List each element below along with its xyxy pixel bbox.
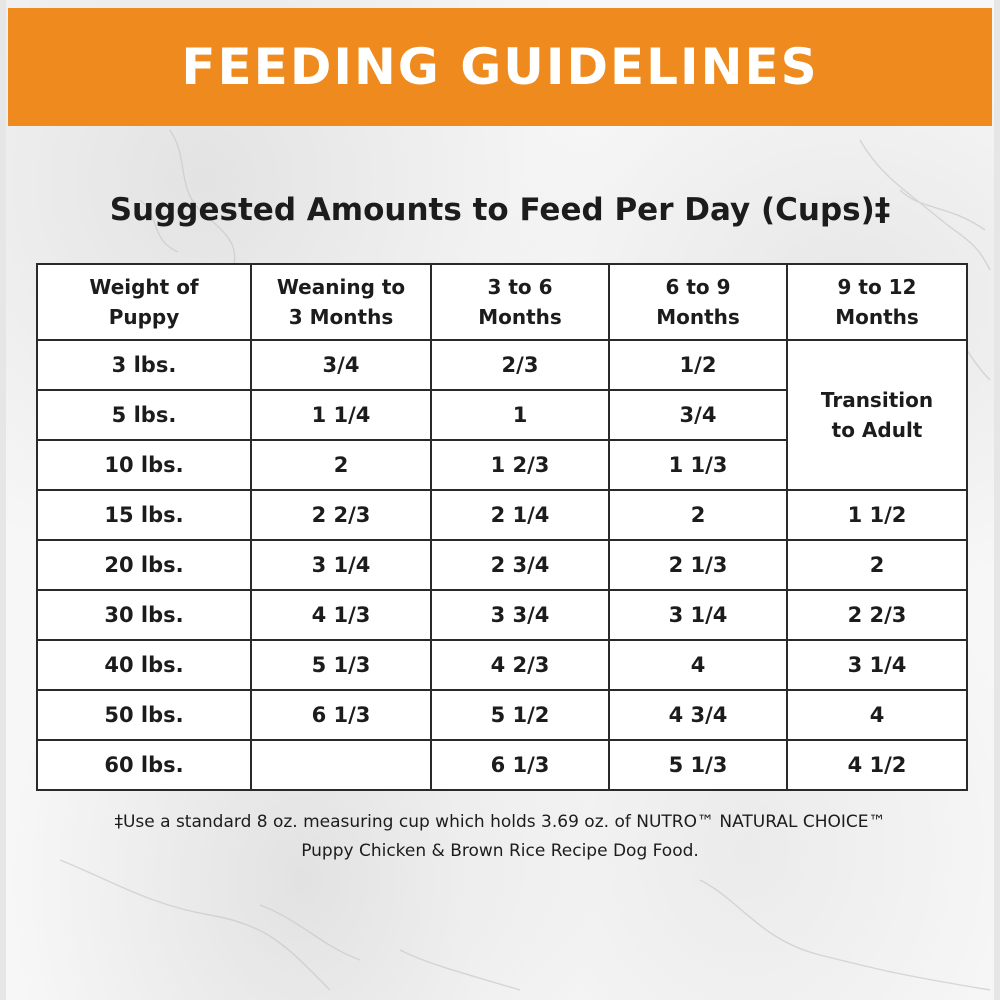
table-row (37, 740, 967, 790)
header-line: 6 to 9 (665, 275, 731, 299)
amount-cell: 2/3 (431, 340, 609, 390)
amount-cell: 2 1/4 (431, 490, 609, 540)
footnote-line: ‡Use a standard 8 oz. measuring cup which holds 3.69 oz. of NUTRO™ NATURAL CHOICE™ (114, 812, 886, 832)
header-banner (8, 8, 992, 126)
amount-cell: 1 1/3 (609, 440, 787, 490)
weight-cell: 50 lbs. (37, 690, 251, 740)
header-line: Months (478, 305, 562, 329)
amount-cell: 1/2 (609, 340, 787, 390)
amount-cell: 3 1/4 (787, 640, 967, 690)
table-subtitle: Suggested Amounts to Feed Per Day (Cups)‡ (109, 192, 891, 228)
column-header-3-to-6-months (431, 264, 609, 340)
amount-cell: 4 1/3 (251, 590, 431, 640)
column-header-weaning-to-3-months (251, 264, 431, 340)
amount-cell: 4 (609, 640, 787, 690)
footnote (0, 808, 1000, 866)
weight-cell: 15 lbs. (37, 490, 251, 540)
header-line: Puppy (108, 305, 180, 329)
column-header-9-to-12-months (787, 264, 967, 340)
amount-cell: 1 1/4 (251, 390, 431, 440)
weight-cell: 40 lbs. (37, 640, 251, 690)
table-row (37, 590, 967, 640)
amount-cell: 2 (609, 490, 787, 540)
header-line: 3 Months (288, 305, 394, 329)
weight-cell: 5 lbs. (37, 390, 251, 440)
amount-cell: 2 2/3 (251, 490, 431, 540)
amount-cell: 5 1/3 (251, 640, 431, 690)
amount-cell: 4 3/4 (609, 690, 787, 740)
weight-cell: 60 lbs. (37, 740, 251, 790)
amount-cell: 5 1/3 (609, 740, 787, 790)
amount-cell: 1 2/3 (431, 440, 609, 490)
weight-cell: 10 lbs. (37, 440, 251, 490)
amount-cell (251, 740, 431, 790)
header-line: Months (835, 305, 919, 329)
amount-cell: 3 1/4 (609, 590, 787, 640)
header-line: 3 to 6 (487, 275, 553, 299)
amount-cell: 5 1/2 (431, 690, 609, 740)
amount-cell: 3 1/4 (251, 540, 431, 590)
feeding-table (36, 263, 968, 791)
amount-cell: 4 2/3 (431, 640, 609, 690)
page-title: FEEDING GUIDELINES (181, 38, 819, 96)
column-header-6-to-9-months (609, 264, 787, 340)
table-row (37, 540, 967, 590)
amount-cell: 6 1/3 (431, 740, 609, 790)
amount-cell: 2 2/3 (787, 590, 967, 640)
amount-cell: 3 3/4 (431, 590, 609, 640)
table-row (37, 640, 967, 690)
amount-cell: 2 1/3 (609, 540, 787, 590)
footnote-line: Puppy Chicken & Brown Rice Recipe Dog Food. (301, 841, 699, 861)
amount-cell: 3/4 (251, 340, 431, 390)
table-row (37, 490, 967, 540)
amount-cell: 4 (787, 690, 967, 740)
amount-cell: 3/4 (609, 390, 787, 440)
amount-cell: 2 3/4 (431, 540, 609, 590)
weight-cell: 20 lbs. (37, 540, 251, 590)
amount-cell: 1 (431, 390, 609, 440)
weight-cell: 3 lbs. (37, 340, 251, 390)
amount-cell: 1 1/2 (787, 490, 967, 540)
weight-cell: 30 lbs. (37, 590, 251, 640)
header-line: Months (656, 305, 740, 329)
header-line: Weaning to (276, 275, 406, 299)
transition-line: to Adult (831, 418, 923, 442)
amount-cell: 2 (251, 440, 431, 490)
transition-line: Transition (820, 388, 934, 412)
transition-to-adult-cell (787, 340, 967, 490)
header-line: 9 to 12 (837, 275, 917, 299)
amount-cell: 2 (787, 540, 967, 590)
table-row (37, 340, 967, 390)
header-line: Weight of (89, 275, 199, 299)
table-row (37, 690, 967, 740)
table-header-row (37, 264, 967, 340)
amount-cell: 6 1/3 (251, 690, 431, 740)
amount-cell: 4 1/2 (787, 740, 967, 790)
column-header-weight (37, 264, 251, 340)
